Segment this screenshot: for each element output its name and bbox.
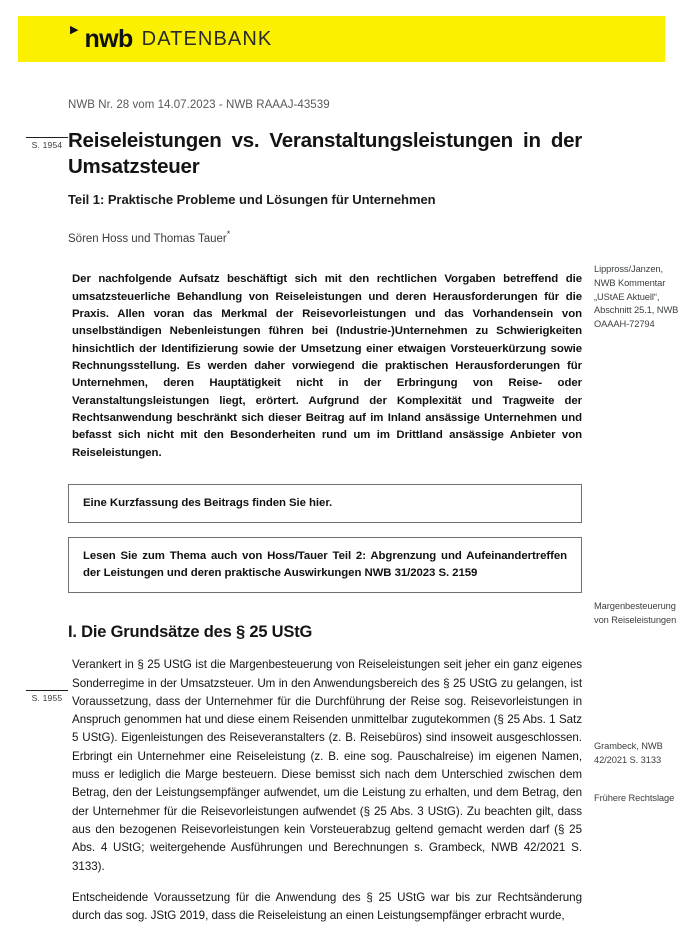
margin-note-grambeck: Grambeck, NWB 42/2021 S. 3133 <box>594 741 663 765</box>
callout-kurzfassung[interactable]: Eine Kurzfassung des Beitrags finden Sie hier. <box>68 484 582 523</box>
article-abstract: Der nachfolgende Aufsatz beschäftigt sich mit den rechtlichen Vorgaben betreffend die umsatzsteuerliche Behandlung von Reiseleistungen und deren Herausforderungen für die Praxis. Allen voran das Merkmal der Reisevorleistungen und das Vorhandensein von unselbständigen Nebenleistungen führen bei (Industrie-)Unternehmen zu Schwierigkeiten hinsichtlich der Identifizierung sowie der Umsetzung einer etwaigen Vorsteuerkürzung sowie Rechnungsstellung. Es werden daher vorwiegend die praktischen Herausforderungen für Unternehmen, deren Hauptätigkeit nicht in der Erbringung von Reise- oder Veranstaltungsleistungen liegt, erörtert. Aufgrund der Komplexität und Tragweite der Rechtsanwendung beschränkt sich dieser Beitrag auf im Inland ansässige Unternehmen und befasst sich nicht mit den Besonderheiten rund um im Drittland ansässige Anbieter von Reiseleistungen. <box>72 273 582 459</box>
section-heading-i: I. Die Grundsätze des § 25 UStG <box>68 623 313 642</box>
page-marker-1954: S. 1954 <box>26 137 68 150</box>
margin-note-margenbesteuerung: Margenbesteuerung von Reiseleistungen <box>594 601 677 625</box>
margin-note-fruehere-rechtslage: Frühere Rechtslage <box>594 793 675 803</box>
authors-footnote-mark: * <box>226 229 231 240</box>
article-subtitle: Teil 1: Praktische Probleme und Lösungen für Unternehmen <box>68 192 436 208</box>
callout-teil2-hinweis[interactable]: Lesen Sie zum Thema auch von Hoss/Tauer Teil 2: Abgrenzung und Aufeinandertreffen der Leistungen und deren praktische Auswirkungen NWB 31/2023 S. 2159 <box>68 537 582 593</box>
authors-names: Sören Hoss und Thomas Tauer <box>68 233 227 246</box>
body-paragraph-1: Verankert in § 25 UStG ist die Margenbesteuerung von Reiseleistungen seit jeher ein ganz eigenes Sonderregime in der Umsatzsteuer. Um in den Anwendungsbereich des § 25 UStG zu gelangen, ist Voraussetzung, dass der Unternehmer für die Durchführung der Reise sog. Reisevorleistungen in Anspruch genommen hat und diese einem Reisenden unmittelbar zugutekommen (§ 25 Abs. 1 Satz 5 UStG). Eigenleistungen des Reiseveranstalters (z. B. Reisebüros) sind insoweit ausgeschlossen. Erbringt ein Unternehmer eine Reiseleistung (z. B. eine sog. Pauschalreise) im eigenen Namen, muss er lediglich die Marge besteuern. Diese bemisst sich nach dem Unterschied zwischen dem Betrag, den der Leistungsempfänger aufwendet, um die Leistung zu erhalten, und dem Betrag, den der Unternehmer für die Reisevorleistungen aufwendet (§ 25 Abs. 3 UStG). Zu beachten gilt, dass aus den bezogenen Reisevorleistungen kein Vorsteuerabzug geltend gemacht werden darf (§ 25 Abs. 4 UStG; weitergehende Ausführungen und Berechnungen s. Grambeck, NWB 42/2021 S. 3133). <box>72 658 582 873</box>
brand-name-datenbank: DATENBANK <box>141 28 273 50</box>
article-authors <box>68 229 582 245</box>
masthead-banner <box>18 16 665 62</box>
margin-note-lippross-janzen: Lippross/Janzen, NWB Kommentar „UStAE Aktuell“, Abschnitt 25.1, NWB OAAAH-72794 <box>594 264 679 329</box>
issue-reference-line: NWB Nr. 28 vom 14.07.2023 - NWB RAAAJ-43539 <box>68 99 330 111</box>
brand-name-nwb: nwb <box>84 24 133 53</box>
page-marker-1955: S. 1955 <box>26 690 68 703</box>
article-content <box>68 128 582 939</box>
body-paragraph-2: Entscheidende Voraussetzung für die Anwendung des § 25 UStG war bis zur Rechtsänderung durch das sog. JStG 2019, dass die Reiseleistung an einen Leistungsempfänger erbracht wurde, <box>72 890 582 923</box>
page-title: Reiseleistungen vs. Veranstaltungsleistungen in der Umsatzsteuer <box>68 129 582 179</box>
play-triangle-icon: ▶ <box>70 24 79 36</box>
